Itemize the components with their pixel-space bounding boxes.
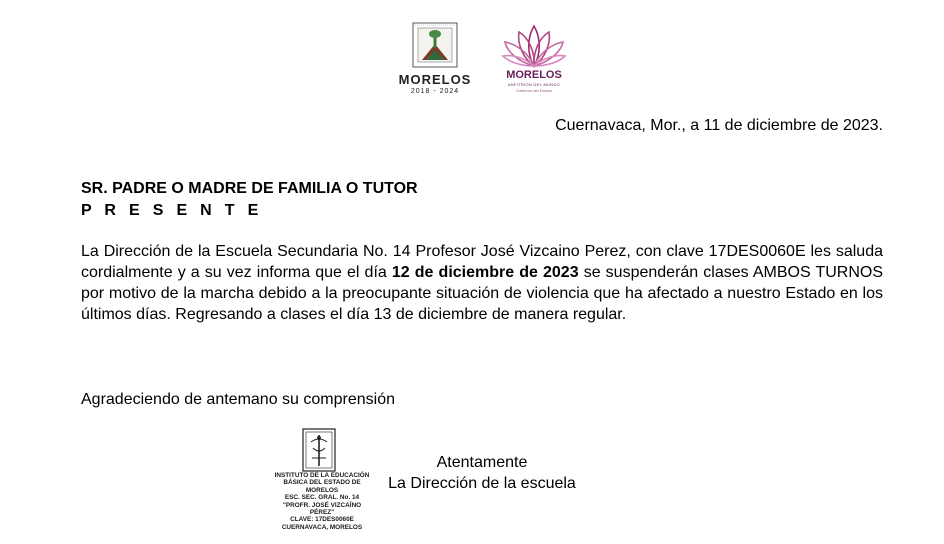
body-text-start: La Dirección de la Escuela Secundaria No. 14 Profesor José Vizcaino Perez, con clave 17DES0060E les saluda cordialmente y a su vez informa que el día [81,243,883,281]
letter-closing [372,452,592,494]
logo-state-years: 2018 - 2024 [410,88,460,95]
stamp-line: BÁSICA DEL ESTADO DE MORELOS [283,479,361,494]
morelos-government-logo [494,20,574,98]
logo-gov-subtitle: Gobierno del Estado [515,88,553,93]
letter-date: Cuernavaca, Mor., a 11 de diciembre de 2023. [555,117,883,134]
stamp-line: ESC. SEC. GRAL. No. 14 [284,494,360,502]
body-text-end: se suspenderán clases AMBOS TURNOS por motivo de la marcha debido a la preocupante situación de violencia que ha afectado a nuestro Estado en los últimos días. Regresando a clases el día 13 de diciembre de manera regular. [81,264,883,323]
letter-body [81,241,883,325]
stamp-line: CUERNAVACA, MORELOS [281,523,363,531]
school-emblem-icon [302,428,336,472]
logo-gov-name: MORELOS [506,69,562,81]
body-highlight-date: 12 de diciembre de 2023 [391,264,579,281]
closing-atentamente: Atentamente [436,454,528,471]
logo-gov-tagline: ANFITRIÓN DEL MUNDO [507,82,561,87]
letter-thanks: Agradeciendo de antemano su comprensión [81,391,395,408]
stamp-line: INSTITUTO DE LA EDUCACIÓN [274,472,370,479]
letter-addressee: SR. PADRE O MADRE DE FAMILIA O TUTOR [81,180,418,197]
logo-state-name: MORELOS [398,72,472,87]
closing-signature: La Dirección de la escuela [388,475,576,492]
stamp-line: CLAVE: 17DES0060E [290,516,354,524]
stamp-line: "PROFR. JOSÉ VIZCAÍNO PÉREZ" [282,501,362,517]
lotus-flower-icon [499,20,569,70]
morelos-seal-icon [412,22,458,68]
stamp-text [272,472,372,531]
letter-presente: P R E S E N T E [81,202,263,219]
school-stamp [272,426,372,531]
morelos-state-logo [393,22,477,96]
